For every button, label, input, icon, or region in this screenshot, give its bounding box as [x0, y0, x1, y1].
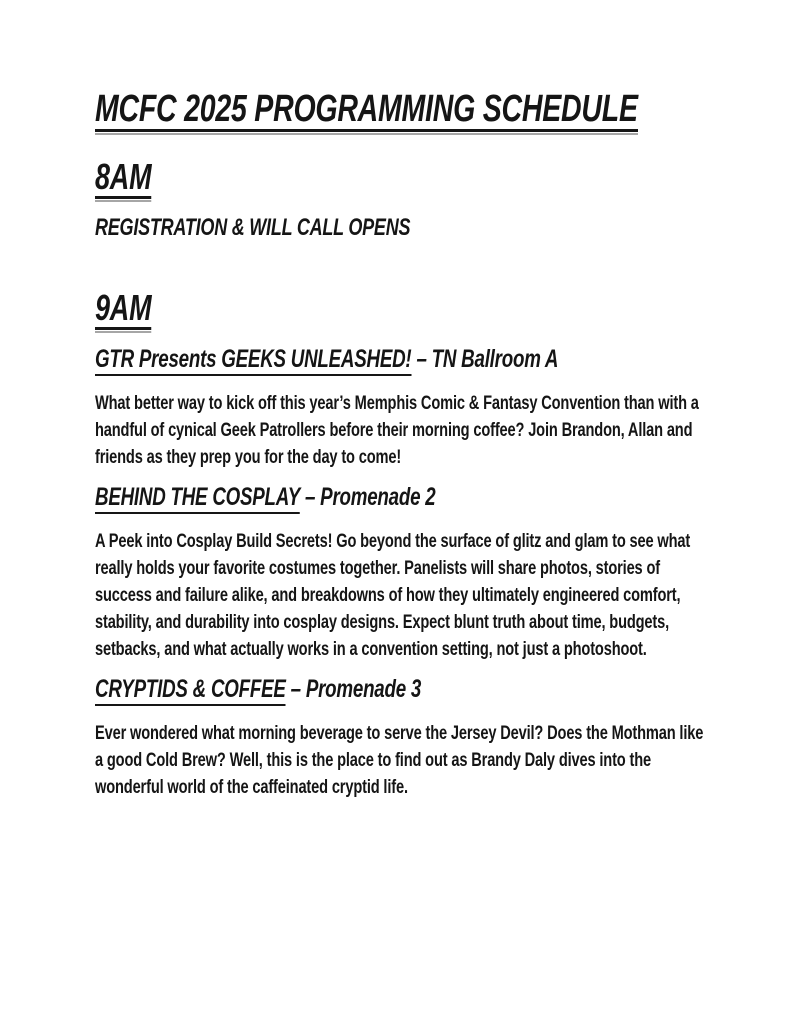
session-title-row: [95, 485, 617, 514]
session-name: GTR Presents GEEKS UNLEASHED!: [95, 347, 411, 376]
session-location: Promenade 3: [305, 675, 422, 703]
session-geeks-unleashed: [95, 347, 791, 471]
session-location: Promenade 2: [320, 483, 436, 511]
page-title: [95, 88, 638, 135]
event-note-registration: REGISTRATION & WILL CALL OPENS: [95, 214, 411, 241]
session-location: TN Ballroom A: [431, 345, 559, 373]
time-heading-9am-text: 9AM: [95, 290, 151, 333]
time-heading-9am: [95, 287, 617, 333]
session-name: CRYPTIDS & COFFEE: [95, 677, 286, 706]
session-separator: –: [299, 483, 321, 511]
session-separator: –: [285, 675, 306, 703]
time-heading-8am: [95, 156, 617, 202]
session-cryptids-and-coffee: [95, 677, 791, 801]
session-description: What better way to kick off this year’s Memphis Comic & Fantasy Convention than with a handful of cynical Geek Patrollers before their morning coffee? Join Brandon, Allan and friends as they prep you for the day to come!: [95, 393, 699, 468]
session-description: Ever wondered what morning beverage to serve the Jersey Devil? Does the Mothman like a good Cold Brew? Well, this is the place to find out as Brandy Daly dives into the wonderful world of the caffeinated cryptid life.: [95, 723, 704, 798]
time-heading-8am-text: 8AM: [95, 159, 151, 202]
session-title-row: [95, 677, 617, 706]
session-behind-the-cosplay: [95, 485, 791, 663]
session-name: BEHIND THE COSPLAY: [95, 485, 300, 514]
session-description: A Peek into Cosplay Build Secrets! Go beyond the surface of glitz and glam to see what really holds your favorite costumes together. Panelists will share photos, stories of success and failure alike, and breakdowns of how they ultimately engineered comfort, stability, and durability into cosplay designs. Expect blunt truth about time, budgets, setbacks, and what actually works in a convention setting, not just a photoshoot.: [95, 531, 691, 660]
session-separator: –: [411, 345, 432, 373]
session-title-row: [95, 347, 617, 376]
page-title-text: MCFC 2025 PROGRAMMING SCHEDULE: [95, 90, 638, 135]
